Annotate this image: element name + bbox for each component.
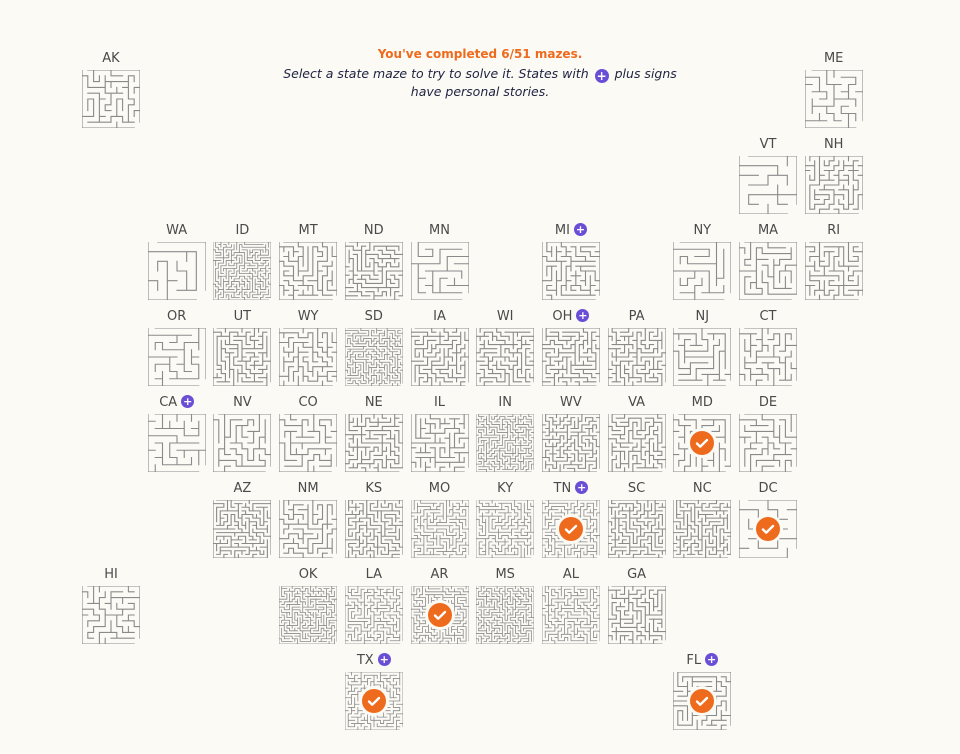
state-maze-mn[interactable] <box>411 222 469 300</box>
story-plus-icon: + <box>183 395 193 408</box>
story-plus-icon: + <box>578 309 588 322</box>
maze-thumbnail <box>213 414 271 472</box>
state-maze-nh[interactable] <box>805 136 863 214</box>
maze-thumbnail <box>279 414 337 472</box>
maze-thumbnail <box>213 242 271 300</box>
maze-thumbnail <box>673 500 731 558</box>
state-abbr: WY <box>297 309 319 324</box>
completed-check-icon <box>756 517 780 541</box>
maze-thumbnail <box>148 414 206 472</box>
state-abbr: WV <box>560 395 582 410</box>
instruction-text-start: Select a state maze to try to solve it. States with <box>283 66 589 81</box>
state-abbr: AL <box>562 567 579 582</box>
maze-thumbnail <box>805 70 863 128</box>
maze-thumbnail <box>805 156 863 214</box>
maze-thumbnail <box>739 328 797 386</box>
state-abbr: GA <box>627 567 647 582</box>
completed-check-icon <box>362 689 386 713</box>
instruction-text <box>270 65 690 101</box>
state-label <box>542 480 600 498</box>
maze-thumbnail <box>542 586 600 644</box>
state-abbr: KS <box>365 481 383 496</box>
maze-thumbnail <box>279 500 337 558</box>
state-label <box>673 480 731 498</box>
maze-thumbnail <box>739 156 797 214</box>
story-plus-icon: + <box>707 653 717 666</box>
state-label <box>279 308 337 326</box>
state-label <box>279 566 337 584</box>
maze-thumbnail <box>476 414 534 472</box>
completed-check-icon <box>559 517 583 541</box>
maze-thumbnail <box>542 414 600 472</box>
state-maze-mt[interactable] <box>279 222 337 300</box>
state-label <box>805 136 863 154</box>
maze-thumbnail <box>739 414 797 472</box>
state-label <box>411 480 469 498</box>
state-label <box>345 652 403 670</box>
state-abbr: TN <box>553 481 572 496</box>
state-label <box>739 480 797 498</box>
state-label <box>213 222 271 240</box>
state-maze-ms[interactable] <box>476 566 534 644</box>
story-plus-icon: + <box>379 653 389 666</box>
maze-thumbnail <box>411 242 469 300</box>
completed-check-icon <box>690 689 714 713</box>
maze-thumbnail <box>608 500 666 558</box>
state-abbr: SC <box>627 481 646 496</box>
maze-thumbnail <box>345 242 403 300</box>
state-label <box>608 308 666 326</box>
state-maze-tn[interactable] <box>542 480 600 558</box>
state-abbr: NV <box>233 395 252 410</box>
state-maze-in[interactable] <box>476 394 534 472</box>
state-abbr: RI <box>827 223 841 238</box>
state-label <box>673 222 731 240</box>
state-label <box>279 394 337 412</box>
state-abbr: MS <box>495 567 515 582</box>
state-abbr: MT <box>298 223 318 238</box>
maze-thumbnail <box>476 328 534 386</box>
maze-thumbnail <box>542 242 600 300</box>
story-plus-icon: + <box>577 481 587 494</box>
state-label <box>213 308 271 326</box>
state-maze-mi[interactable] <box>542 222 600 300</box>
maze-thumbnail <box>673 242 731 300</box>
state-abbr: IN <box>498 395 512 410</box>
state-maze-nc[interactable] <box>673 480 731 558</box>
state-maze-wv[interactable] <box>542 394 600 472</box>
state-label <box>148 308 206 326</box>
state-abbr: FL <box>686 653 702 668</box>
maze-thumbnail <box>279 242 337 300</box>
state-label <box>739 308 797 326</box>
state-abbr: MA <box>757 223 779 238</box>
state-label <box>213 480 271 498</box>
state-abbr: CA <box>159 395 178 410</box>
state-label <box>673 652 731 670</box>
state-label <box>82 50 140 68</box>
state-maze-wa[interactable] <box>148 222 206 300</box>
state-label <box>673 394 731 412</box>
maze-thumbnail <box>476 586 534 644</box>
state-abbr: TX <box>356 653 374 668</box>
state-maze-pa[interactable] <box>608 308 666 386</box>
header <box>270 46 690 101</box>
state-label <box>739 136 797 154</box>
maze-thumbnail <box>411 500 469 558</box>
state-maze-me[interactable] <box>805 50 863 128</box>
state-maze-wi[interactable] <box>476 308 534 386</box>
state-abbr: MN <box>429 223 450 238</box>
state-maze-la[interactable] <box>345 566 403 644</box>
story-plus-icon: + <box>575 223 586 236</box>
plus-icon: + <box>596 69 607 83</box>
state-maze-ct[interactable] <box>739 308 797 386</box>
maze-thumbnail <box>411 414 469 472</box>
state-label <box>476 308 534 326</box>
state-maze-ca[interactable] <box>148 394 206 472</box>
state-maze-de[interactable] <box>739 394 797 472</box>
state-maze-ut[interactable] <box>213 308 271 386</box>
state-abbr: ME <box>823 51 844 66</box>
state-maze-vt[interactable] <box>739 136 797 214</box>
state-abbr: MO <box>428 481 451 496</box>
state-abbr: AZ <box>233 481 252 496</box>
state-maze-ks[interactable] <box>345 480 403 558</box>
state-label <box>411 394 469 412</box>
state-label <box>279 480 337 498</box>
state-abbr: OK <box>298 567 318 582</box>
state-maze-va[interactable] <box>608 394 666 472</box>
maze-thumbnail <box>608 414 666 472</box>
state-abbr: ND <box>363 223 384 238</box>
state-maze-ak[interactable] <box>82 50 140 128</box>
state-maze-ny[interactable] <box>673 222 731 300</box>
state-label <box>148 394 206 412</box>
state-label <box>476 566 534 584</box>
state-maze-ne[interactable] <box>345 394 403 472</box>
maze-thumbnail <box>739 242 797 300</box>
progress-text: You've completed 6/51 mazes. <box>377 47 583 61</box>
maze-thumbnail <box>279 328 337 386</box>
state-abbr: IL <box>433 395 446 410</box>
state-maze-al[interactable] <box>542 566 600 644</box>
completed-check-icon <box>690 431 714 455</box>
completed-check-icon <box>428 603 452 627</box>
state-maze-mo[interactable] <box>411 480 469 558</box>
state-label <box>739 394 797 412</box>
state-abbr: CT <box>759 309 777 324</box>
state-abbr: AK <box>102 51 120 66</box>
state-label <box>673 308 731 326</box>
state-maze-or[interactable] <box>148 308 206 386</box>
state-label <box>411 222 469 240</box>
state-maze-fl[interactable] <box>673 652 731 730</box>
state-label <box>542 566 600 584</box>
state-maze-ga[interactable] <box>608 566 666 644</box>
state-abbr: ID <box>235 223 250 238</box>
state-abbr: CO <box>298 395 318 410</box>
state-maze-nj[interactable] <box>673 308 731 386</box>
maze-thumbnail <box>345 328 403 386</box>
maze-thumbnail <box>608 586 666 644</box>
state-abbr: NE <box>364 395 383 410</box>
state-abbr: WI <box>496 309 514 324</box>
state-label <box>279 222 337 240</box>
maze-thumbnail <box>476 500 534 558</box>
maze-thumbnail <box>148 328 206 386</box>
state-label <box>608 566 666 584</box>
state-abbr: LA <box>365 567 383 582</box>
state-label <box>345 222 403 240</box>
state-abbr: NH <box>823 137 844 152</box>
state-label <box>608 394 666 412</box>
maze-thumbnail <box>345 414 403 472</box>
state-maze-dc[interactable] <box>739 480 797 558</box>
state-maze-nv[interactable] <box>213 394 271 472</box>
state-label <box>542 394 600 412</box>
state-abbr: OR <box>167 309 187 324</box>
state-maze-nm[interactable] <box>279 480 337 558</box>
state-maze-il[interactable] <box>411 394 469 472</box>
state-maze-co[interactable] <box>279 394 337 472</box>
state-label <box>542 308 600 326</box>
state-maze-ia[interactable] <box>411 308 469 386</box>
maze-thumbnail <box>411 328 469 386</box>
state-abbr: AR <box>430 567 449 582</box>
state-label <box>476 480 534 498</box>
state-abbr: OH <box>552 309 573 324</box>
state-label <box>608 480 666 498</box>
state-label <box>345 566 403 584</box>
state-maze-tx[interactable] <box>345 652 403 730</box>
state-label <box>148 222 206 240</box>
state-label <box>411 566 469 584</box>
maze-thumbnail <box>148 242 206 300</box>
state-abbr: VT <box>759 137 777 152</box>
state-abbr: PA <box>628 309 645 324</box>
state-label <box>476 394 534 412</box>
state-maze-sd[interactable] <box>345 308 403 386</box>
state-label <box>82 566 140 584</box>
maze-thumbnail <box>82 70 140 128</box>
state-abbr: NY <box>693 223 712 238</box>
state-maze-ok[interactable] <box>279 566 337 644</box>
state-maze-ar[interactable] <box>411 566 469 644</box>
state-maze-ky[interactable] <box>476 480 534 558</box>
maze-thumbnail <box>279 586 337 644</box>
state-abbr: KY <box>497 481 514 496</box>
state-label <box>542 222 600 240</box>
state-label <box>345 394 403 412</box>
state-label <box>411 308 469 326</box>
maze-thumbnail <box>345 586 403 644</box>
state-abbr: NM <box>297 481 319 496</box>
maze-thumbnail <box>608 328 666 386</box>
maze-thumbnail <box>542 328 600 386</box>
maze-thumbnail <box>673 328 731 386</box>
state-maze-ma[interactable] <box>739 222 797 300</box>
maze-thumbnail <box>213 500 271 558</box>
state-abbr: DC <box>758 481 778 496</box>
state-maze-md[interactable] <box>673 394 731 472</box>
state-abbr: SD <box>364 309 383 324</box>
state-maze-nd[interactable] <box>345 222 403 300</box>
state-maze-ri[interactable] <box>805 222 863 300</box>
state-maze-wy[interactable] <box>279 308 337 386</box>
state-maze-sc[interactable] <box>608 480 666 558</box>
state-abbr: MD <box>691 395 713 410</box>
maze-thumbnail <box>805 242 863 300</box>
state-abbr: IA <box>433 309 446 324</box>
state-label <box>213 394 271 412</box>
state-label <box>739 222 797 240</box>
state-label <box>805 222 863 240</box>
state-maze-az[interactable] <box>213 480 271 558</box>
maze-thumbnail <box>213 328 271 386</box>
state-label <box>345 308 403 326</box>
maze-thumbnail <box>345 500 403 558</box>
instruction-text-end: plus signs have personal stories. <box>410 66 677 99</box>
state-maze-id[interactable] <box>213 222 271 300</box>
state-label <box>345 480 403 498</box>
state-abbr: MI <box>554 223 570 238</box>
state-abbr: NJ <box>695 309 710 324</box>
state-abbr: HI <box>104 567 118 582</box>
state-abbr: NC <box>692 481 712 496</box>
state-maze-oh[interactable] <box>542 308 600 386</box>
state-abbr: DE <box>758 395 778 410</box>
state-abbr: VA <box>628 395 646 410</box>
state-abbr: UT <box>233 309 252 324</box>
state-maze-hi[interactable] <box>82 566 140 644</box>
state-abbr: WA <box>166 223 188 238</box>
maze-thumbnail <box>82 586 140 644</box>
state-label <box>805 50 863 68</box>
